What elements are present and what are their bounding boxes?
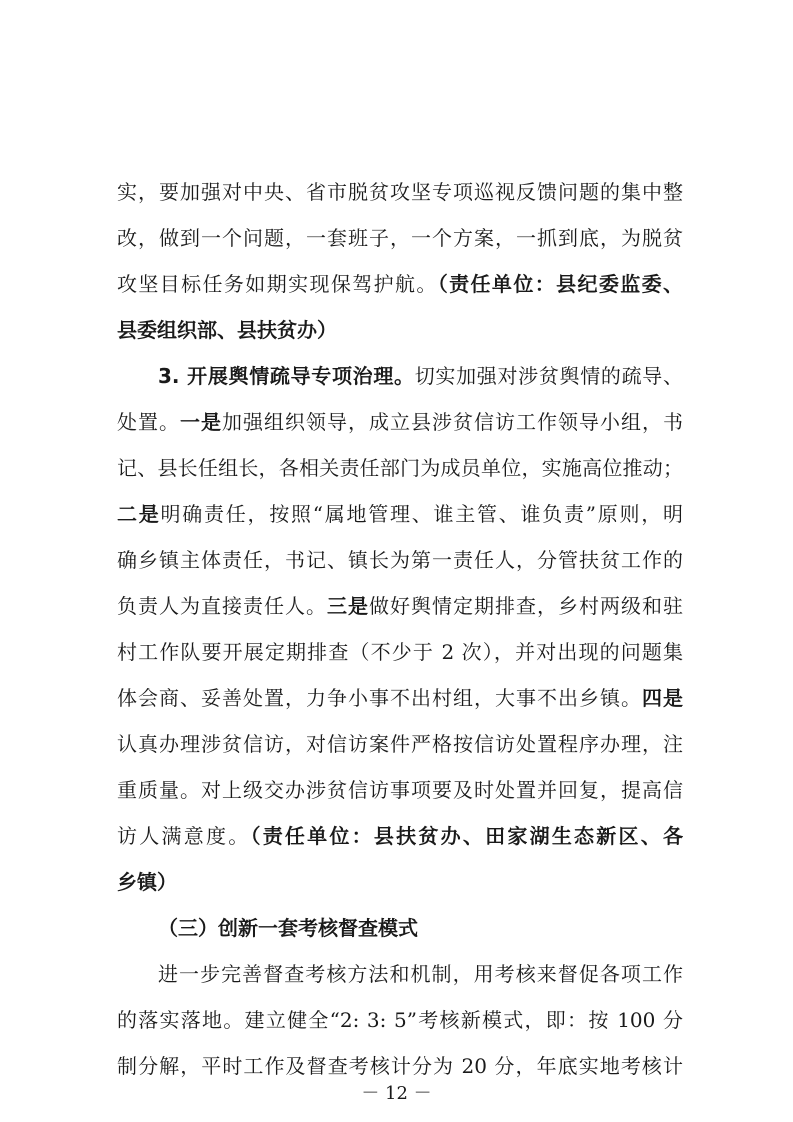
body-line-16	[117, 868, 683, 896]
section-heading-3	[158, 362, 683, 390]
text-run: 负责人为直接责任人。	[117, 594, 327, 618]
text-run: 加强组织领导，成立县涉贫信访工作领导小组，书	[222, 410, 683, 434]
text-run: 攻坚目标任务如期实现保驾护航。	[117, 272, 438, 296]
body-line-6	[117, 408, 683, 436]
responsibility-label: 县委组织部、县扶贫办）	[117, 318, 337, 342]
text-run: 制分解，平时工作及督查考核计分为 20 分，年底实地考核计	[117, 1054, 683, 1078]
body-line-13	[117, 730, 683, 758]
body-line-2	[117, 224, 683, 252]
text-run: 的落实落地。建立健全“2: 3: 5”考核新模式，即：按 100 分	[117, 1008, 683, 1032]
text-run: 体会商、妥善处置，力争小事不出村组，大事不出乡镇。	[117, 686, 642, 710]
responsibility-label: （责任单位：县扶贫办、田家湖生态新区、各	[250, 824, 683, 848]
body-line-19	[117, 1006, 683, 1034]
responsibility-label: （责任单位：县纪委监委、	[437, 272, 683, 296]
point-label: 一是	[180, 410, 222, 434]
body-line-3	[117, 270, 683, 298]
text-run: 村工作队要开展定期排查（不少于 2 次），并对出现的问题集	[117, 640, 683, 664]
text-run: 实，要加强对中央、省市脱贫攻坚专项巡视反馈问题的集中整	[117, 180, 683, 204]
text-run: 认真办理涉贫信访，对信访案件严格按信访处置程序办理，注	[117, 732, 683, 756]
text-run: 改，做到一个问题，一套班子，一个方案，一抓到底，为脱贫	[117, 226, 683, 250]
body-line-11	[117, 638, 683, 666]
text-run: 明确责任，按照“属地管理、谁主管、谁负责”原则，明	[160, 502, 683, 526]
text-run: 切实加强对涉贫舆情的疏导、	[414, 364, 683, 388]
section-title: 3. 开展舆情疏导专项治理。	[158, 364, 415, 388]
body-line-10	[117, 592, 683, 620]
point-label: 二是	[117, 502, 161, 526]
text-run: 处置。	[117, 410, 180, 434]
body-line-9	[117, 546, 683, 574]
page-number: － 12 －	[361, 1083, 432, 1104]
body-line-14	[117, 776, 683, 804]
body-line-4	[117, 316, 683, 344]
body-line-8	[117, 500, 683, 528]
text-run: 记、县长任组长，各相关责任部门为成员单位，实施高位推动；	[117, 456, 683, 480]
body-line-15	[117, 822, 683, 850]
section-heading-three	[158, 914, 683, 942]
text-run: 重质量。对上级交办涉贫信访事项要及时处置并回复，提高信	[117, 778, 683, 802]
responsibility-label: 乡镇）	[117, 870, 177, 894]
text-run: 访人满意度。	[117, 824, 251, 848]
point-label: 三是	[327, 594, 369, 618]
text-run: 进一步完善督查考核方法和机制，用考核来督促各项工作	[158, 962, 683, 986]
body-line-1	[117, 178, 683, 206]
body-line-20	[117, 1052, 683, 1080]
section-title: （三）创新一套考核督查模式	[158, 916, 418, 940]
body-line-12	[117, 684, 683, 712]
body-line-7	[117, 454, 683, 482]
body-line-18	[158, 960, 683, 988]
point-label: 四是	[642, 686, 683, 710]
text-run: 做好舆情定期排查，乡村两级和驻	[369, 594, 683, 618]
text-run: 确乡镇主体责任，书记、镇长为第一责任人，分管扶贫工作的	[117, 548, 683, 572]
